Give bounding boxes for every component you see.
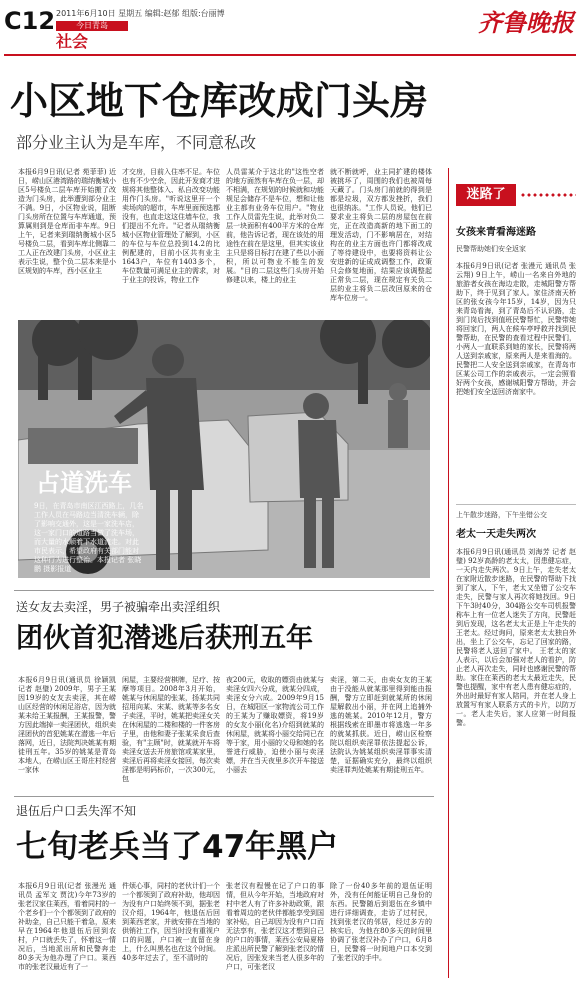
sidebar-article2-body: 本报6月9日讯(通讯员 刘海芳 记者 赵璧) 92岁高龄的老太太，因患健忘症，一天内走失两次。9日上午，走失老太在家附近散步迷路，在民警的帮助下找到了家人，下午，老太又坐错了公交车走失，民警与家人再次将她找回。9日下午3时40分，304路公交车司机报警称车上有一位老人迷失了方向，民警赶到后发现，这名老太太正是上午走失的王老太。经过询问，原来老太太独自外出，坐上了公交车，忘记了回家的路，民警将老人送回了家中。 王老太的家人表示，以后会加强对老人的看护，防止老人再次走失，同时也感谢民警的帮助。家住在莱西的老太太最近走失，民警也提醒，家中有老人患有健忘症的，外出时最好有家人陪同，并在老人身上放置写有家人联系方式的卡片，以防万一。老人走失后，家人应第一时间报警。 [456,548,576,727]
sidebar-article1-title: 女孩来青看海迷路 [456,227,536,238]
story1-column-3: 人员雷某介于这北的"这性空者的地方面然有车库在负一层，却不相满，在规划的时候就和功能规足会储存不是车位，想和让他业主都有业务车位用户。"物业工作人员雷先生说，此举对负二层一块面积有400平方米的仓库前，他告诉记者，现在该处的用途性在前在是这里，但其实该业主只是将目标打在建了些以小面积，所以可物业不能生的发展。"目的二层这些门头房开始修建以来，楼上的业主 [226,168,324,284]
story2-headline: 团伙首犯潜逃后获刑五年 [16,623,313,654]
section-label: 社会 [56,32,89,51]
issue-info-bar: 2011年6月10日 星期五 编辑:赵郁 组版:台丽博 [56,9,225,18]
story1-column-4: 就不断就呼，业主同扩建的楼体被挑坏了，周围的我们也被周每天藏了。门头房门前就的得到是都是垃圾，双方都发挫折，我们也很纳冻。"工作人员说，他们已要求业主将负二层的房屋包在前完，正在改造高新的地下面工的理发活动，门不影响居在，对结构在的业主方面也许门都将改成了等待建设中，也要将资料让公安进新的证成成调整工作，政策只会修复地面，结果应该调整起正常负二层，现在规定有关负二层的业主将负二层改回原来的仓库车位房一。 [330,168,432,302]
story1-column-1: 本报6月9日讯(记者 苑菲菲) 近日，崂山区港湾路的瑞纳衡城小区5号楼负二层车库开始搬了改造为门头房，此举遭到部分业主不满。9日，小区物业说，阻断门头房所在位置与车库通道，预算属则到是仓库而非车库。9日上午，记者来到瑞纳衡城小区5号楼负二层，看到车库北侧靠二工人正在改建门头房，小区业主表示生说，整个负二层本来是小区规划的车库，西小区业主 [18,168,116,275]
header-rule [4,54,576,56]
sidebar-dot-ornament [520,192,576,198]
story1-column-2: 才交房，目前入住率不足。车位也有不少空余，因此开发商才进规将其他整体入、私自改变功能用作门头房。"听说这里开一个卖场肉的超市，车库里面预选都没有，也直走这这住墙车位，我们提出不允许。"记者从瑞纳衡城小区物业管理处了解到，小区的车位与车位总投到14.2的比例配建的，目前小区共有业主1643户，车位有1403多个，车位数量可满足业主的需求，对于业主的投诉，物业工作 [122,168,220,284]
story3-column-1: 本报6月9日讯(记者 张漫光 通讯员 孟军文 贾沈)今年73岁的张老汉家住莱西，看着同村的一个老乡们一个个都领到了政府的补助金，自己只能干着急，原来早在1964年他退伍后回到农村，户口就丢失了，怀着这一情况后，当地派出所和民警奔走80多天为他办理了户口。莱西市的张老汉最近有了一 [18,882,116,971]
sidebar-divider [456,504,576,505]
story2-column-3: 夜200元，收取的嫖资由就某与卖淫女四六分成，就某分四成，卖淫女分六成。2009年9月15日，在城阳区一家物流公司工作的王某为了赚取嫖资，将19岁的女友小丽(化名)介绍到就某的休闲屋，就某将小丽交给同已在等于家，用小丽的父母和她的名誉进行威胁，迫使小丽与卖淫嫖，并在当天夜里多次开车接送小丽去 [226,676,324,774]
story2-column-4: 卖淫，第二天，由卖女友的王某由于没能从就某那里得到能由报酬，警方立即赶到就某所的休闲屋解救出小丽，并在网上追捕外逃的姚某。2010年12月，警方根据线索在即墨市将逃逸一年多的就某抓获。近日，崂山区检察院以组织卖淫罪依法提起公诉，法院认为姚某组织卖淫罪事实清楚，证据确实充分，最终以组织卖淫罪判处姚某有期徒刑五年。 [330,676,432,774]
story2-column-2: 闲屋，主要经营棋牌，足疗、按摩等项目。2008年3月开始，姚某与休闲屋的张某，扬某共同招用向某、宋某、就某等多名女子卖淫，平时，姚某把卖淫女关在休闲屋的二楼和楼的一件客房子里，由他和妻子张某采食后查验，有"主顾"时，就某就开车将卖淫女送去开房旅馆或某家里，卖淫后再将卖淫女接回，每次卖淫都是明码标价，一次300元，包 [122,676,220,783]
story2-column-1: 本报6月9日讯(通讯员 徐颖凯 记者 赵璧) 2009年，男子王某因19岁的女友去卖淫，其在崂山区经营的休闲足浴店，因为就某未给王某报酬，王某报警，警方因此端掉一卖淫团伙，组织卖淫团伙的首犯姚某在潜逃一年后落网，近日，法院判决姚某有期徒刑五年。35岁的姚某是青岛本地人，在崂山区王哥庄村经营一家休 [18,676,116,774]
story1-subtitle: 部分业主认为是车库，不同意私改 [16,133,257,152]
photo-caption: 9日，在青岛市南区江西路上，几名工作人员在马路边当清洗车辆，除了影响交通外，这是一家洗车店，这一家门口的道路当做了洗车场，而大量的水顺着下水道流走。对此市民表示，希望政府有关部门能对这种行为进行整治。本报记者 张晓鹏 摄影报道 [34,502,144,573]
sidebar-article2-subtitle: 上午散步迷路，下午坐错公交 [456,511,547,519]
sidebar-border [448,168,449,978]
story3-kicker: 退伍后户口丢失浑不知 [16,804,137,818]
section-divider [14,796,434,797]
story3-column-4: 除了一份40多年前的退伍证明外，没有任何能证明自己身份的东西。民警随后到退伍在乡镇中进行详细调查，走访了过村民，找到张老汉的邻居，经过多方的核实后，为他在80多天的时间里协调了张老汉补办了户口，6月8日，民警将一时间地户口本交到了张老汉的手中。 [330,882,432,962]
page-number: C12 [4,7,56,35]
story3-headline: 七旬老兵当了47年黑户 [16,829,339,865]
newspaper-logo: 齐鲁晚报 [478,8,574,37]
story3-column-2: 件烦心事，同村的老伙计们一个一个都领到了政府补助，他却因为没有户口始终领不到，据张老汉介绍，1964年，他退伍后回到莱西老家，并就安排在当地的供销社工作，因当时没有重视户口的问题，户口被一直留在身上，什么叫黑名也在这个时间。40多年过去了，至不清时的 [122,882,220,962]
sidebar-article1-body: 本报6月9日讯(记者 张漫元 通讯员 张云翔) 9日上午，崂山一名来自外地的旅游者女孩在海边走散，走城阳警方帮助下，终于见到了家人。家住济南天桥区的张女孩今年15岁，14岁，因为只来青岛看海，到了青岛后不认识路，走到门岗后找到值班民警帮忙，民警带她将回家门，两人在候车亭呼救并找到民警帮助，在民警的查看过程中民警们，小两人一直联系到她的家长，民警将两人送到亲戚家，原来两人是来看海的。 民警把二人安全送到亲戚家，在青岛市区某公司工作的亲戚表示，一定会照看好两个女孩，感谢城阳警方帮助，并会把她们安全送回济南家中。 [456,262,576,396]
story1-headline: 小区地下仓库改成门头房 [10,79,429,123]
sidebar-article1-subtitle: 民警帮助她们安全返家 [456,245,526,253]
section-divider [14,590,434,591]
sidebar-tag: 迷路了 [456,184,516,206]
sidebar-article2-title: 老太一天走失两次 [456,529,536,540]
today-label: 今日青岛 [56,21,128,31]
story2-kicker: 送女友去卖淫，男子被骗牵出卖淫组织 [16,600,221,614]
photo-title: 占道洗车 [36,469,132,497]
story3-column-3: 张老汉有程慢在记了户口的事情，但从今年开始，当地政府对村中老人有了许多补助政策，跟看着周边的老伙伴都能享受到国家补贴，自己却因为没有户口而无法享有，张老汉这才想到自己的户口的事情，莱西公安局夏格庄派出所民警了解到张老汉的情况后，因张发来当老人很多年的户口，可张老汉 [226,882,324,971]
